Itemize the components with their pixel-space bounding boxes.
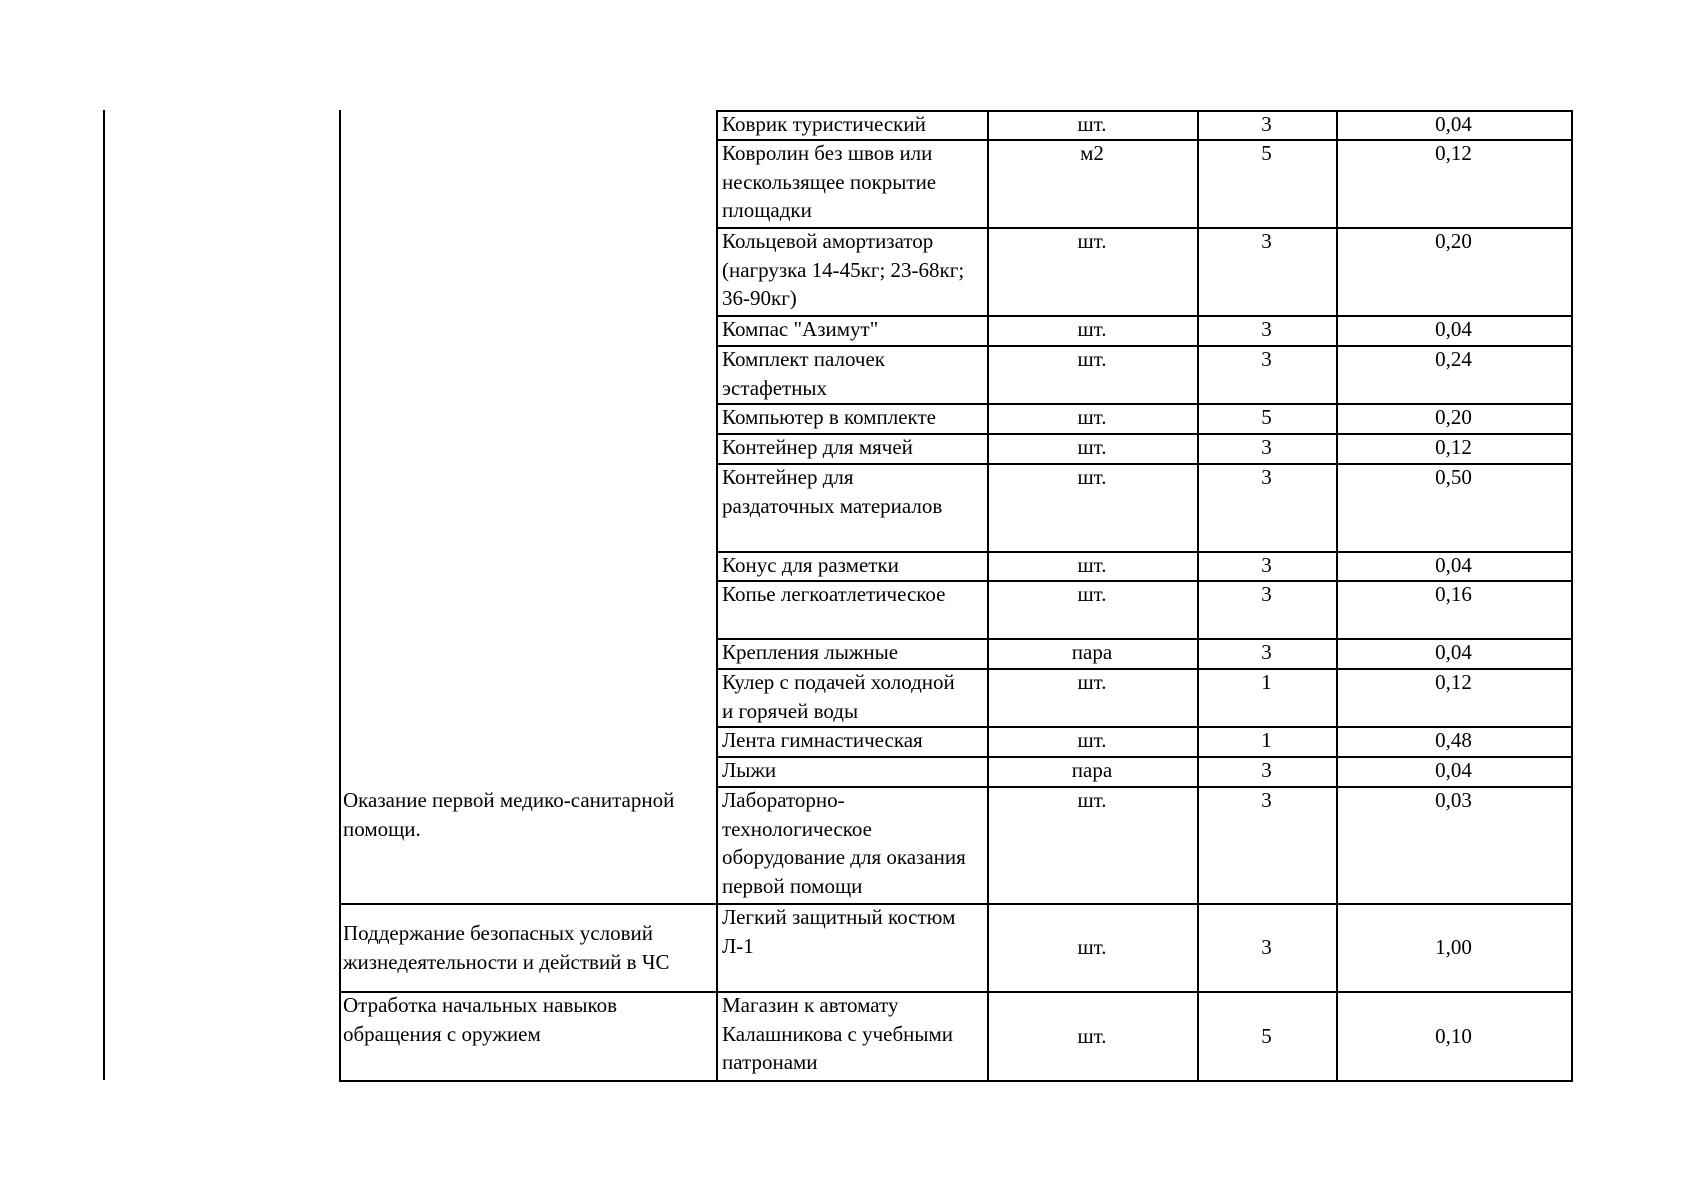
item-unit: шт. xyxy=(1077,1023,1107,1048)
item-unit: пара xyxy=(1071,758,1113,782)
item-coefficient: 0,04 xyxy=(1435,640,1472,664)
item-coefficient: 0,12 xyxy=(1435,670,1472,694)
item-unit: шт. xyxy=(1077,670,1107,694)
item-quantity: 5 xyxy=(1261,405,1272,429)
item-coefficient: 0,04 xyxy=(1435,758,1472,782)
row-rule xyxy=(716,1080,1573,1082)
item-name: Копье легкоатлетическое xyxy=(722,582,946,606)
item-unit: шт. xyxy=(1077,347,1107,371)
item-coefficient: 0,04 xyxy=(1435,553,1472,577)
category-row-rule xyxy=(339,903,718,905)
item-quantity: 3 xyxy=(1261,553,1272,577)
category-column-left-rule xyxy=(339,110,341,1080)
item-unit: шт. xyxy=(1077,935,1107,959)
item-unit: шт. xyxy=(1077,229,1107,253)
item-name: Кулер с подачей холодной и горячей воды xyxy=(722,670,955,723)
item-unit: шт. xyxy=(1077,582,1107,606)
item-quantity: 3 xyxy=(1261,758,1272,782)
item-quantity: 3 xyxy=(1261,317,1272,341)
item-coefficient: 0,10 xyxy=(1435,1023,1472,1048)
item-coefficient: 0,20 xyxy=(1435,405,1472,429)
column-rule xyxy=(716,110,718,1080)
item-name: Комплект палочек эстафетных xyxy=(722,347,886,400)
item-quantity: 5 xyxy=(1261,141,1272,165)
page-left-rule xyxy=(103,110,105,1080)
item-name: Лыжи xyxy=(722,758,777,782)
item-quantity: 1 xyxy=(1261,670,1272,694)
item-unit: м2 xyxy=(1080,141,1104,165)
item-coefficient: 1,00 xyxy=(1435,935,1472,959)
item-name: Конус для разметки xyxy=(722,553,899,577)
item-coefficient: 0,12 xyxy=(1435,435,1472,459)
item-unit: шт. xyxy=(1077,317,1107,341)
item-coefficient: 0,48 xyxy=(1435,728,1472,752)
item-quantity: 3 xyxy=(1261,582,1272,606)
item-unit: шт. xyxy=(1077,465,1107,489)
item-quantity: 3 xyxy=(1261,465,1272,489)
item-name: Легкий защитный костюм Л-1 xyxy=(722,905,956,958)
column-rule xyxy=(1571,110,1573,1080)
item-coefficient: 0,04 xyxy=(1435,317,1472,341)
item-name: Крепления лыжные xyxy=(722,640,899,664)
item-coefficient: 0,12 xyxy=(1435,141,1472,165)
item-unit: шт. xyxy=(1077,405,1107,429)
item-name: Лабораторно- технологическое оборудование для оказания первой помощи xyxy=(722,788,966,898)
item-coefficient: 0,03 xyxy=(1435,788,1472,812)
item-name: Лента гимнастическая xyxy=(722,728,923,752)
item-quantity: 5 xyxy=(1261,1023,1272,1048)
category-name: Поддержание безопасных условий жизнедеятельности и действий в ЧС xyxy=(343,921,670,974)
item-coefficient: 0,24 xyxy=(1435,347,1472,371)
item-coefficient: 0,16 xyxy=(1435,582,1472,606)
item-name: Коврик туристический xyxy=(722,112,926,136)
item-quantity: 3 xyxy=(1261,229,1272,253)
item-quantity: 3 xyxy=(1261,112,1272,136)
item-name: Контейнер для мячей xyxy=(722,435,913,459)
item-unit: шт. xyxy=(1077,112,1107,136)
item-name: Ковролин без швов или нескользящее покрытие площадки xyxy=(722,141,937,222)
item-unit: шт. xyxy=(1077,788,1107,812)
item-unit: пара xyxy=(1071,640,1113,664)
item-quantity: 3 xyxy=(1261,347,1272,371)
item-quantity: 1 xyxy=(1261,728,1272,752)
item-quantity: 3 xyxy=(1261,640,1272,664)
item-name: Магазин к автомату Калашникова с учебными патронами xyxy=(722,993,954,1074)
item-name: Компас "Азимут" xyxy=(722,317,879,341)
category-row-rule xyxy=(339,1080,718,1082)
category-name: Отработка начальных навыков обращения с оружием xyxy=(343,993,618,1046)
item-quantity: 3 xyxy=(1261,788,1272,812)
item-unit: шт. xyxy=(1077,553,1107,577)
item-quantity: 3 xyxy=(1261,435,1272,459)
item-coefficient: 0,50 xyxy=(1435,465,1472,489)
item-quantity: 3 xyxy=(1261,935,1272,959)
item-unit: шт. xyxy=(1077,435,1107,459)
item-coefficient: 0,20 xyxy=(1435,229,1472,253)
item-name: Контейнер для раздаточных материалов xyxy=(722,465,943,518)
item-unit: шт. xyxy=(1077,728,1107,752)
item-name: Компьютер в комплекте xyxy=(722,405,936,429)
category-name: Оказание первой медико-санитарной помощи. xyxy=(343,788,675,841)
item-coefficient: 0,04 xyxy=(1435,112,1472,136)
item-name: Кольцевой амортизатор (нагрузка 14-45кг; 23-68кг; 36-90кг) xyxy=(722,229,965,310)
